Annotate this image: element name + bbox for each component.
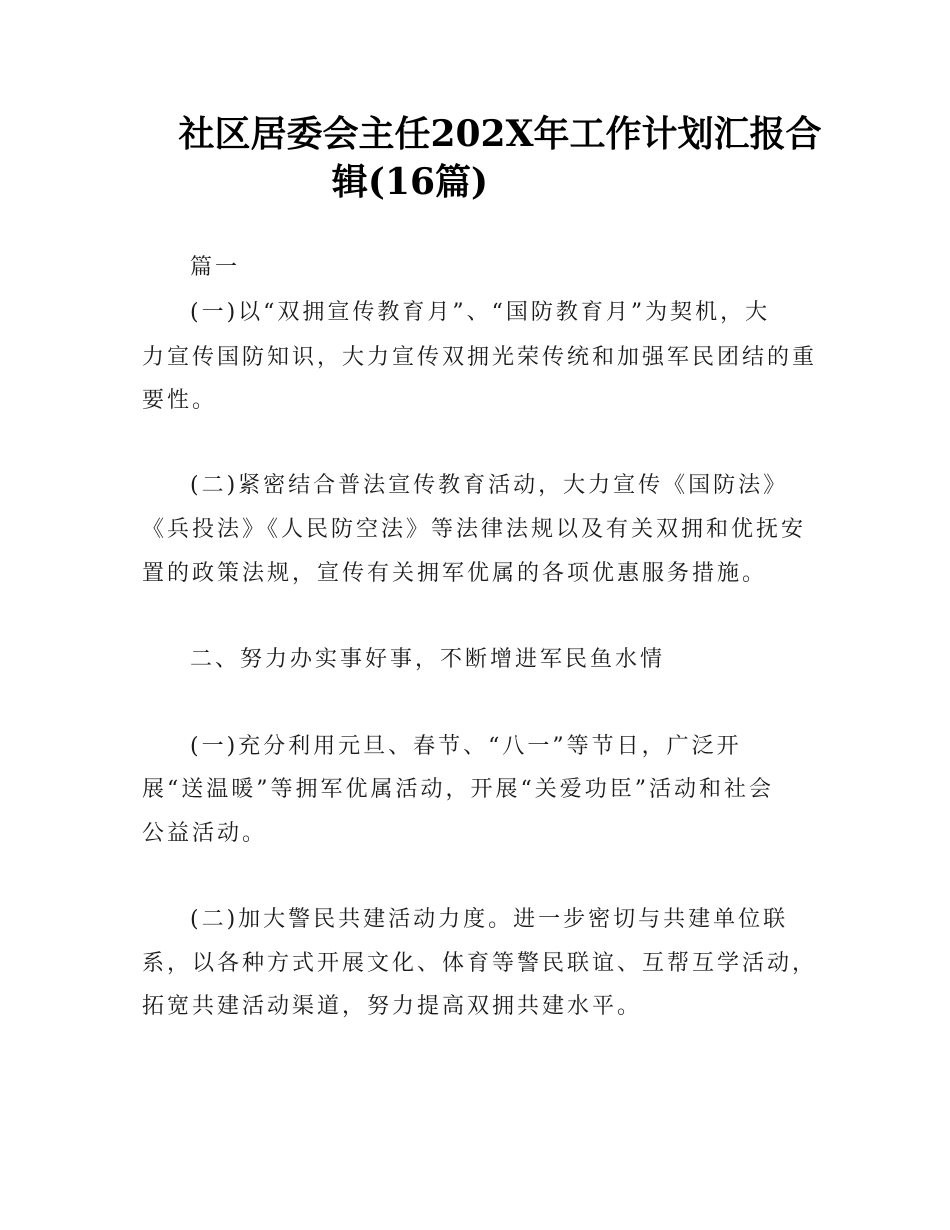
paragraph-3-line-1: 二、努力办实事好事，不断增进军民鱼水情 <box>190 647 666 672</box>
paragraph-4-line-3: 公益活动。 <box>142 821 268 846</box>
paragraph-5-line-3: 拓宽共建活动渠道，努力提高双拥共建水平。 <box>142 994 643 1019</box>
paragraph-5-line-2: 系，以各种方式开展文化、体育等警民联谊、互帮互学活动， <box>142 951 818 976</box>
document-title-line-1: 社区居委会主任202X年工作计划汇报合 <box>178 113 822 155</box>
paragraph-4-line-1: (一)充分利用元旦、春节、“八一”等节日，广泛开 <box>190 734 742 759</box>
paragraph-1-line-1: (一)以“双拥宣传教育月”、“国防教育月”为契机，大 <box>190 300 771 325</box>
paragraph-5-line-1: (二)加大警民共建活动力度。进一步密切与共建单位联 <box>190 907 789 932</box>
paragraph-2-line-3: 置的政策法规，宣传有关拥军优属的各项优惠服务措施。 <box>142 561 768 586</box>
paragraph-1-line-3: 要性。 <box>142 388 218 413</box>
paragraph-4-line-2: 展“送温暖”等拥军优属活动，开展“关爱功臣”活动和社会 <box>142 777 774 802</box>
paragraph-1-line-2: 力宣传国防知识，大力宣传双拥光荣传统和加强军民团结的重 <box>142 345 818 370</box>
section-label: 篇一 <box>190 255 241 280</box>
document-title-line-2: 辑(16篇) <box>331 161 489 203</box>
paragraph-2-line-2: 《兵投法》《人民防空法》等法律法规以及有关双拥和优抚安 <box>142 517 807 542</box>
paragraph-2-line-1: (二)紧密结合普法宣传教育活动，大力宣传《国防法》 <box>190 473 789 498</box>
